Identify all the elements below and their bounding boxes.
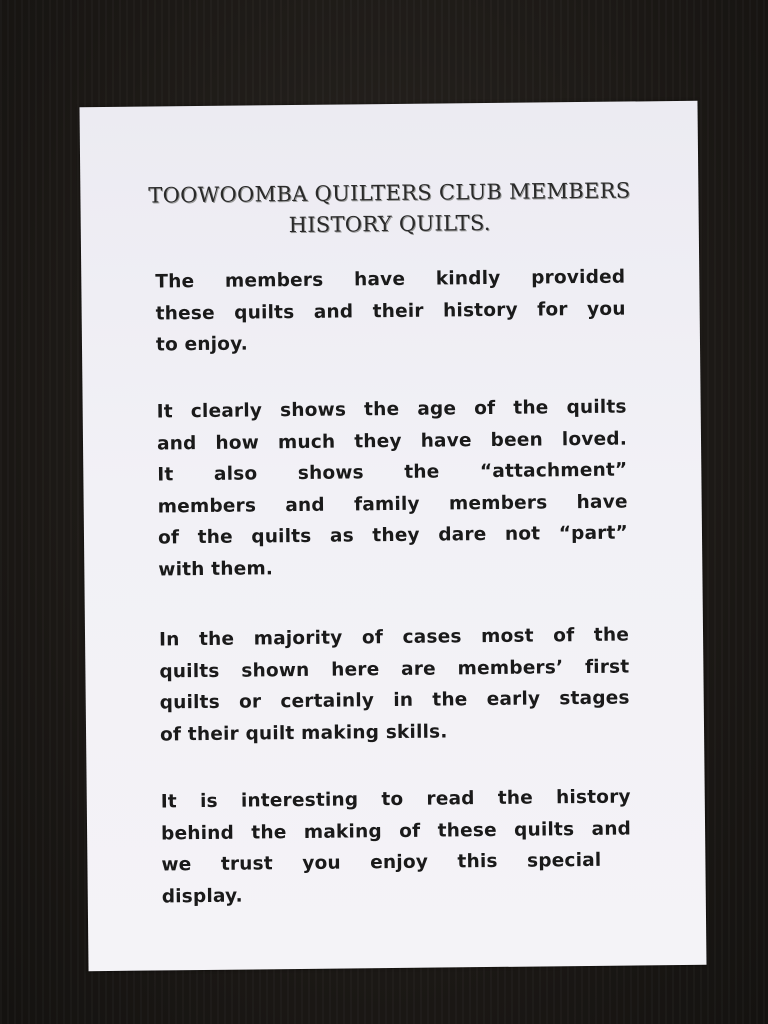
text-line: with them. xyxy=(158,557,274,580)
text-line: of the quilts as they dare not “part” xyxy=(157,522,629,549)
text-line: and how much they have been loved. xyxy=(156,428,628,454)
text-line: members and family members have xyxy=(157,491,628,517)
text-line: The members have kindly provided xyxy=(155,266,626,293)
text-line: It also shows the “attachment” xyxy=(157,459,628,486)
title-line: TOOWOOMBA QUILTERS CLUB MEMBERS xyxy=(148,178,631,208)
paragraph-intro xyxy=(155,262,626,361)
title-line: HISTORY QUILTS. xyxy=(288,210,491,238)
paragraph-first-quilts xyxy=(159,620,630,751)
text-line: behind the making of these quilts and xyxy=(160,818,632,844)
text-line: It clearly shows the age of the quilts xyxy=(156,396,627,423)
text-line: quilts shown here are members’ first xyxy=(159,656,630,682)
text-line: It is interesting to read the history xyxy=(160,786,631,813)
notice-title xyxy=(80,175,699,243)
text-line: these quilts and their history for you xyxy=(155,298,626,324)
notice-sheet xyxy=(79,101,706,971)
text-line: of their quilt making skills. xyxy=(159,720,448,745)
text-line: to enjoy. xyxy=(155,333,249,356)
text-line: In the majority of cases most of the xyxy=(158,624,630,651)
paragraph-age xyxy=(157,392,629,586)
text-line: display. xyxy=(161,885,243,907)
text-line: quilts or certainly in the early stages xyxy=(159,687,630,714)
text-line: we trust you enjoy this special xyxy=(161,849,602,876)
paragraph-closing xyxy=(161,782,632,913)
